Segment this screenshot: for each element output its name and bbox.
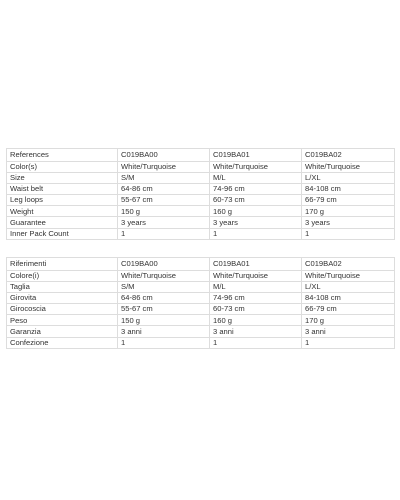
row-value: 160 g bbox=[210, 315, 302, 326]
row-label: Taglia bbox=[7, 281, 118, 292]
row-value: 1 bbox=[210, 228, 302, 239]
table-row-girovita bbox=[7, 292, 395, 303]
row-value: S/M bbox=[118, 281, 210, 292]
row-value: 64-86 cm bbox=[118, 292, 210, 303]
table-row-size bbox=[7, 172, 395, 183]
table-header-row bbox=[7, 149, 395, 162]
header-cell-ref-2: C019BA01 bbox=[210, 149, 302, 162]
row-value: 170 g bbox=[302, 206, 395, 217]
row-value: M/L bbox=[210, 172, 302, 183]
row-value: White/Turquoise bbox=[302, 270, 395, 281]
row-value: 55-67 cm bbox=[118, 304, 210, 315]
row-value: 64-86 cm bbox=[118, 183, 210, 194]
table-row-leg-loops bbox=[7, 195, 395, 206]
row-value: 1 bbox=[210, 337, 302, 348]
header-cell-ref-1: C019BA00 bbox=[118, 149, 210, 162]
row-value: White/Turquoise bbox=[210, 270, 302, 281]
row-value: White/Turquoise bbox=[118, 270, 210, 281]
row-value: 3 anni bbox=[302, 326, 395, 337]
row-value: 60-73 cm bbox=[210, 304, 302, 315]
table-row-confezione bbox=[7, 337, 395, 348]
header-cell-ref-1: C019BA00 bbox=[118, 258, 210, 271]
row-value: 1 bbox=[118, 228, 210, 239]
row-value: M/L bbox=[210, 281, 302, 292]
table-row-weight bbox=[7, 206, 395, 217]
row-value: 84-108 cm bbox=[302, 292, 395, 303]
row-value: 74-96 cm bbox=[210, 292, 302, 303]
row-value: 3 years bbox=[118, 217, 210, 228]
header-cell-ref-3: C019BA02 bbox=[302, 258, 395, 271]
table-row-girocoscia bbox=[7, 304, 395, 315]
table-row-taglia bbox=[7, 281, 395, 292]
row-label: Guarantee bbox=[7, 217, 118, 228]
row-value: 60-73 cm bbox=[210, 195, 302, 206]
row-value: 74-96 cm bbox=[210, 183, 302, 194]
row-value: L/XL bbox=[302, 281, 395, 292]
row-value: L/XL bbox=[302, 172, 395, 183]
row-value: 3 anni bbox=[210, 326, 302, 337]
header-cell-ref-3: C019BA02 bbox=[302, 149, 395, 162]
row-label: Girovita bbox=[7, 292, 118, 303]
row-label: Garanzia bbox=[7, 326, 118, 337]
row-value: 1 bbox=[302, 228, 395, 239]
row-label: Color(s) bbox=[7, 161, 118, 172]
table-header-row bbox=[7, 258, 395, 271]
table-row-waist-belt bbox=[7, 183, 395, 194]
table-row-inner-pack-count bbox=[7, 228, 395, 239]
table-row-colors bbox=[7, 161, 395, 172]
table-row-colore bbox=[7, 270, 395, 281]
row-value: 66-79 cm bbox=[302, 304, 395, 315]
row-value: 150 g bbox=[118, 206, 210, 217]
row-label: Peso bbox=[7, 315, 118, 326]
row-value: 84-108 cm bbox=[302, 183, 395, 194]
row-label: Weight bbox=[7, 206, 118, 217]
row-value: 1 bbox=[118, 337, 210, 348]
row-value: 1 bbox=[302, 337, 395, 348]
row-label: Leg loops bbox=[7, 195, 118, 206]
table-row-guarantee bbox=[7, 217, 395, 228]
row-value: 160 g bbox=[210, 206, 302, 217]
row-label: Colore(i) bbox=[7, 270, 118, 281]
row-value: 66-79 cm bbox=[302, 195, 395, 206]
header-cell-label: Riferimenti bbox=[7, 258, 118, 271]
row-value: 3 years bbox=[302, 217, 395, 228]
row-value: S/M bbox=[118, 172, 210, 183]
spec-table-italian bbox=[6, 257, 395, 349]
spec-table-english bbox=[6, 148, 395, 240]
row-value: 3 years bbox=[210, 217, 302, 228]
row-label: Inner Pack Count bbox=[7, 228, 118, 239]
row-value: 150 g bbox=[118, 315, 210, 326]
table-row-peso bbox=[7, 315, 395, 326]
row-label: Confezione bbox=[7, 337, 118, 348]
header-cell-ref-2: C019BA01 bbox=[210, 258, 302, 271]
row-value: White/Turquoise bbox=[302, 161, 395, 172]
row-value: White/Turquoise bbox=[118, 161, 210, 172]
header-cell-label: References bbox=[7, 149, 118, 162]
row-value: 170 g bbox=[302, 315, 395, 326]
row-value: 3 anni bbox=[118, 326, 210, 337]
row-value: White/Turquoise bbox=[210, 161, 302, 172]
row-label: Waist belt bbox=[7, 183, 118, 194]
row-label: Size bbox=[7, 172, 118, 183]
row-label: Girocoscia bbox=[7, 304, 118, 315]
table-row-garanzia bbox=[7, 326, 395, 337]
row-value: 55-67 cm bbox=[118, 195, 210, 206]
